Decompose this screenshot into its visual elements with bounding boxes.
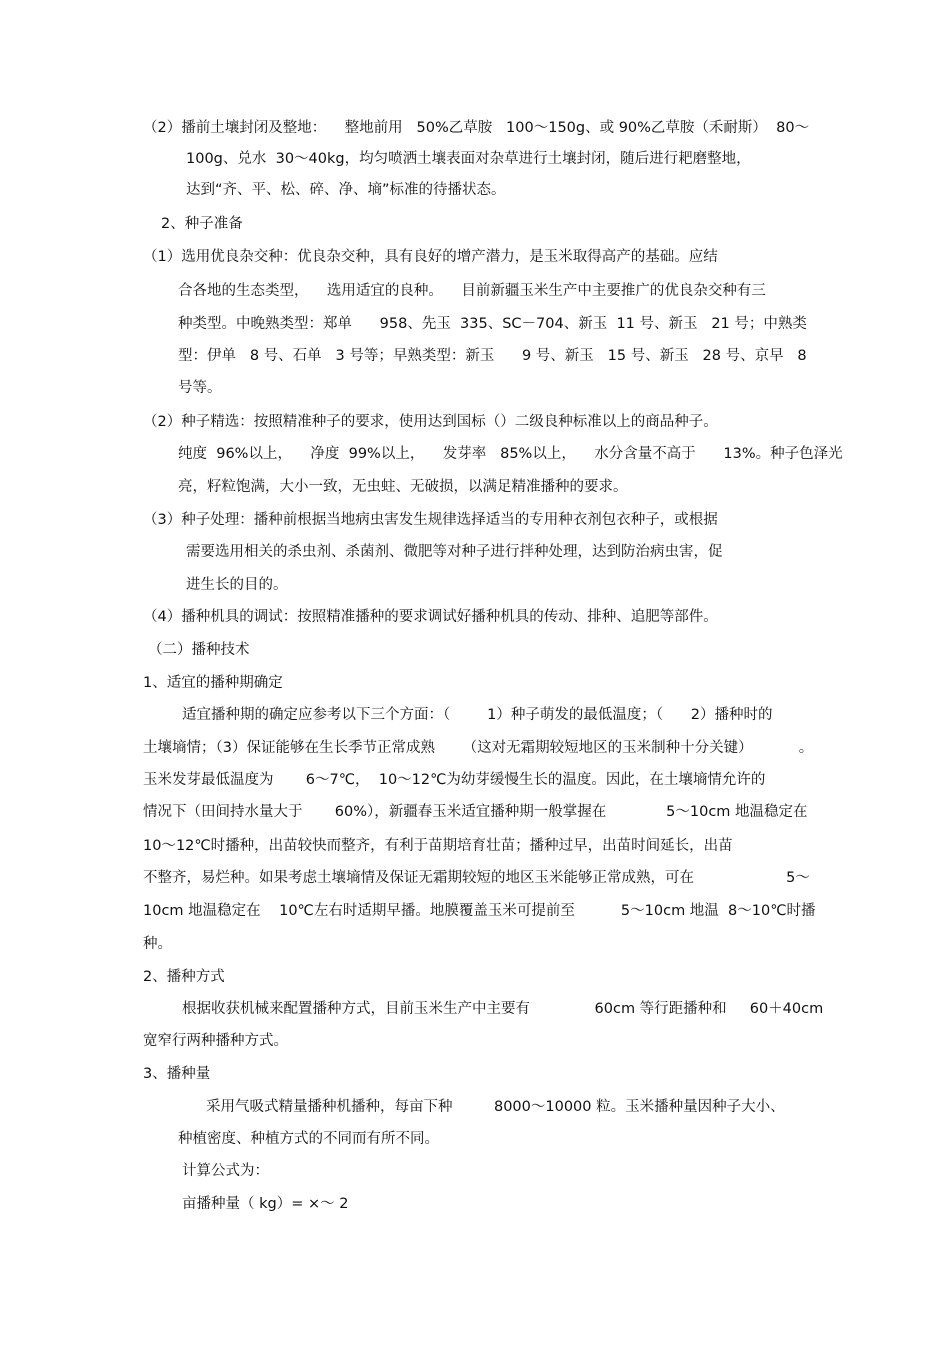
- text-line: 纯度 96%以上， 净度 99%以上， 发芽率 85%以上， 水分含量不高于 13%。种子色泽光: [178, 446, 843, 462]
- text-line: （1）选用优良杂交种：优良杂交种，具有良好的增产潜力，是玉米取得高产的基础。应结: [143, 249, 718, 265]
- text-line: 10cm 地温稳定在 10℃左右时适期早播。地膜覆盖玉米可提前至 5～10cm 地温 8～10℃时播: [143, 903, 816, 919]
- text-line: 情况下（田间持水量大于 60%），新疆春玉米适宜播种期一般掌握在 5～10cm 地温稳定在: [143, 804, 808, 820]
- text-line: 根据收获机械来配置播种方式，目前玉米生产中主要有 60cm 等行距播种和 60＋40cm: [182, 1001, 824, 1017]
- text-line: 玉米发芽最低温度为 6～7℃， 10～12℃为幼芽缓慢生长的温度。因此，在土壤墒情允许的: [143, 772, 766, 788]
- text-line: 计算公式为：: [182, 1163, 269, 1179]
- text-line: 达到“齐、平、松、碎、净、墒”标准的待播状态。: [186, 182, 506, 198]
- text-line: 合各地的生态类型， 选用适宜的良种。 目前新疆玉米生产中主要推广的优良杂交种有三: [178, 283, 766, 299]
- section-heading: 2、播种方式: [143, 969, 225, 985]
- text-line: 10～12℃时播种，出苗较快而整齐，有利于苗期培育壮苗；播种过早，出苗时间延长，出苗: [143, 838, 733, 854]
- section-heading: （二）播种技术: [148, 642, 250, 658]
- section-heading: 2、种子准备: [161, 216, 243, 232]
- text-line: 种。: [143, 936, 172, 952]
- text-line: 型：伊单 8 号、石单 3 号等；早熟类型：新玉 9 号、新玉 15 号、新玉 28 号、京早 8: [178, 348, 807, 364]
- text-line: 号等。: [178, 380, 222, 396]
- text-line: （3）种子处理：播种前根据当地病虫害发生规律选择适当的专用种衣剂包衣种子，或根据: [143, 512, 718, 528]
- text-line: 需要选用相关的杀虫剂、杀菌剂、微肥等对种子进行拌种处理，达到防治病虫害，促: [186, 544, 723, 560]
- section-heading: 1、适宜的播种期确定: [143, 675, 283, 691]
- text-line: （2）播前土壤封闭及整地： 整地前用 50%乙草胺 100～150g、或 90%乙草胺（禾耐斯） 80～: [143, 120, 810, 136]
- text-line: 宽窄行两种播种方式。: [143, 1033, 288, 1049]
- text-line: （4）播种机具的调试：按照精准播种的要求调试好播种机具的传动、排种、追肥等部件。: [143, 609, 718, 625]
- text-line: 进生长的目的。: [186, 577, 288, 593]
- text-line: 土壤墒情；（3）保证能够在生长季节正常成熟 （这对无霜期较短地区的玉米制种十分关键） 。: [143, 740, 814, 756]
- text-line: 适宜播种期的确定应参考以下三个方面：（ 1）种子萌发的最低温度；（ 2）播种时的: [182, 707, 773, 723]
- text-line: 种类型。中晚熟类型：郑单 958、先玉 335、SC－704、新玉 11 号、新玉 21 号；中熟类: [178, 316, 807, 332]
- text-line: 亮，籽粒饱满，大小一致，无虫蛀、无破损，以满足精准播种的要求。: [178, 479, 628, 495]
- text-line: 不整齐，易烂种。如果考虑土壤墒情及保证无霜期较短的地区玉米能够正常成熟，可在 5～: [143, 870, 810, 886]
- text-line: 采用气吸式精量播种机播种，每亩下种 8000～10000 粒。玉米播种量因种子大小、: [206, 1099, 785, 1115]
- formula-line: 亩播种量（ kg）= ×～ 2: [182, 1196, 349, 1212]
- text-line: 100g、兑水 30～40kg，均匀喷洒土壤表面对杂草进行土壤封闭，随后进行耙磨整地，: [186, 151, 751, 167]
- text-line: 种植密度、种植方式的不同而有所不同。: [178, 1131, 439, 1147]
- text-line: （2）种子精选：按照精准种子的要求，使用达到国标（）二级良种标准以上的商品种子。: [143, 414, 718, 430]
- section-heading: 3、播种量: [143, 1066, 211, 1082]
